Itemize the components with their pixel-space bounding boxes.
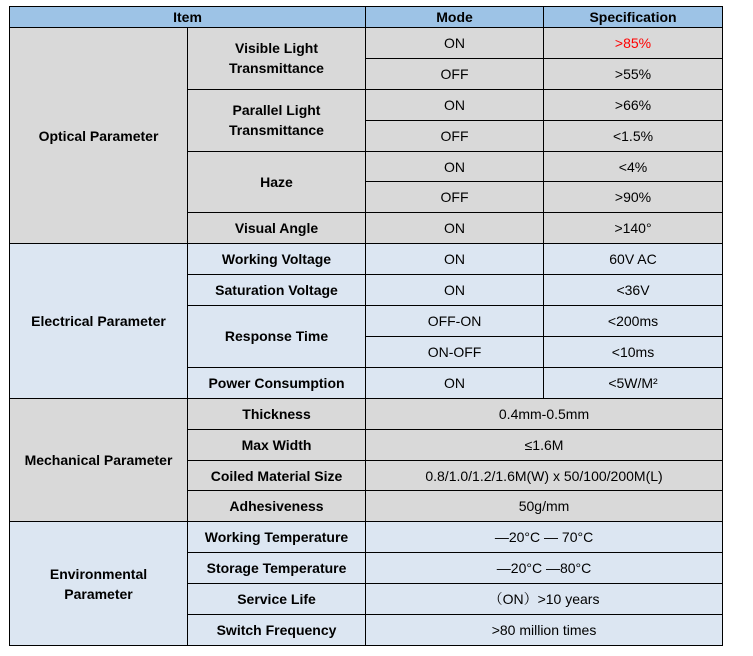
spec-cell: <5W/M² <box>544 367 723 398</box>
value-cell: 50g/mm <box>366 491 723 522</box>
value-cell: （ON）>10 years <box>366 584 723 615</box>
header-item: Item <box>10 7 366 28</box>
param-switch-frequency: Switch Frequency <box>188 615 366 646</box>
spec-cell: <4% <box>544 151 723 182</box>
param-working-voltage: Working Voltage <box>188 244 366 275</box>
header-mode: Mode <box>366 7 544 28</box>
param-power-consumption: Power Consumption <box>188 367 366 398</box>
group-label-optical: Optical Parameter <box>10 28 188 244</box>
param-thickness: Thickness <box>188 398 366 429</box>
mechanical-group <box>10 398 723 522</box>
mode-cell: OFF <box>366 120 544 151</box>
param-max-width: Max Width <box>188 429 366 460</box>
mode-cell: ON <box>366 213 544 244</box>
spec-cell-highlight: >85% <box>544 28 723 59</box>
mode-cell: ON <box>366 367 544 398</box>
mode-cell: ON-OFF <box>366 336 544 367</box>
table-row <box>10 398 723 429</box>
mode-cell: ON <box>366 151 544 182</box>
spec-cell: >55% <box>544 58 723 89</box>
param-visible-light-transmittance: Visible Light Transmittance <box>188 28 366 90</box>
value-cell: 0.4mm-0.5mm <box>366 398 723 429</box>
value-cell: >80 million times <box>366 615 723 646</box>
header-row <box>10 7 723 28</box>
electrical-group <box>10 244 723 399</box>
param-visual-angle: Visual Angle <box>188 213 366 244</box>
param-adhesiveness: Adhesiveness <box>188 491 366 522</box>
spec-cell: >140° <box>544 213 723 244</box>
param-coiled-material-size: Coiled Material Size <box>188 460 366 491</box>
param-haze: Haze <box>188 151 366 213</box>
group-label-mechanical: Mechanical Parameter <box>10 398 188 522</box>
spec-cell: <10ms <box>544 336 723 367</box>
spec-cell: 60V AC <box>544 244 723 275</box>
mode-cell: OFF <box>366 182 544 213</box>
spec-cell: <200ms <box>544 306 723 337</box>
value-cell: —20°C — 70°C <box>366 522 723 553</box>
value-cell: —20°C —80°C <box>366 553 723 584</box>
header-specification: Specification <box>544 7 723 28</box>
spec-cell: >66% <box>544 89 723 120</box>
param-storage-temperature: Storage Temperature <box>188 553 366 584</box>
mode-cell: OFF <box>366 58 544 89</box>
param-working-temperature: Working Temperature <box>188 522 366 553</box>
environmental-group <box>10 522 723 646</box>
table-row <box>10 522 723 553</box>
mode-cell: ON <box>366 28 544 59</box>
mode-cell: ON <box>366 89 544 120</box>
value-cell: ≤1.6M <box>366 429 723 460</box>
spec-cell: <1.5% <box>544 120 723 151</box>
optical-group <box>10 28 723 244</box>
group-label-electrical: Electrical Parameter <box>10 244 188 399</box>
mode-cell: ON <box>366 275 544 306</box>
param-response-time: Response Time <box>188 306 366 368</box>
value-cell: 0.8/1.0/1.2/1.6M(W) x 50/100/200M(L) <box>366 460 723 491</box>
specification-table <box>9 6 723 646</box>
mode-cell: ON <box>366 244 544 275</box>
spec-cell: <36V <box>544 275 723 306</box>
param-parallel-light-transmittance: Parallel Light Transmittance <box>188 89 366 151</box>
param-saturation-voltage: Saturation Voltage <box>188 275 366 306</box>
group-label-environmental: Environmental Parameter <box>10 522 188 646</box>
table-row <box>10 28 723 59</box>
mode-cell: OFF-ON <box>366 306 544 337</box>
table-row <box>10 244 723 275</box>
spec-cell: >90% <box>544 182 723 213</box>
param-service-life: Service Life <box>188 584 366 615</box>
